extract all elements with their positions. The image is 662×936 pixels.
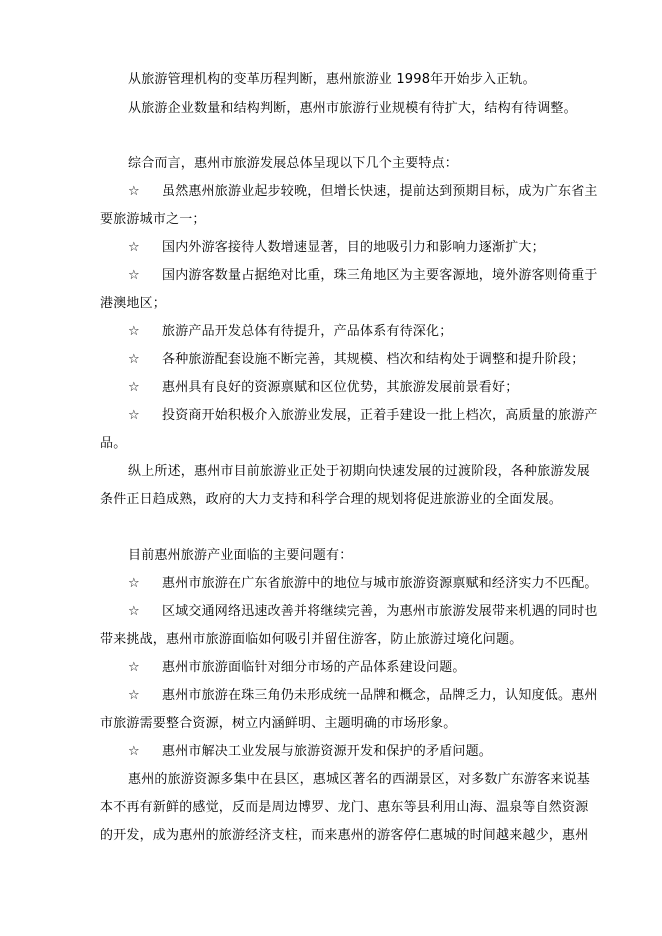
section2-bullet-5 — [128, 743, 492, 761]
section2-bullet-2 — [128, 603, 598, 621]
section2-bullet-2-cont: 带来挑战，惠州市旅游面临如何吸引并留住游客，防止旅游过境化问题。 — [100, 632, 523, 647]
section1-conclusion-2: 条件正日趋成熟，政府的大力支持和科学合理的规划将促进旅游业的全面发展。 — [100, 492, 563, 507]
section1-bullet-2 — [128, 239, 545, 257]
star-icon: ☆ — [128, 268, 140, 283]
section1-bullet-6 — [128, 379, 518, 397]
bullet-text: 旅游产品开发总体有待提升，产品体系有待深化； — [162, 324, 453, 339]
intro-line-1: 从旅游管理机构的变革历程判断，惠州旅游业 1998年开始步入正轨。 — [128, 72, 536, 87]
section2-bullet-3 — [128, 659, 466, 677]
bullet-text: 虽然惠州旅游业起步较晚，但增长快速，提前达到预期目标，成为广东省主 — [162, 184, 598, 199]
intro-line-2: 从旅游企业数量和结构判断，惠州市旅游行业规模有待扩大，结构有待调整。 — [128, 101, 577, 116]
section1-bullet-5 — [128, 351, 584, 369]
section1-conclusion-1: 纵上所述，惠州市目前旅游业正处于初期向快速发展的过渡阶段，各种旅游发展 — [128, 464, 591, 479]
bullet-text: 惠州市旅游在珠三角仍未形成统一品牌和概念，品牌乏力，认知度低。惠州 — [162, 688, 598, 703]
star-icon: ☆ — [128, 240, 140, 255]
bullet-text: 各种旅游配套设施不断完善，其规模、档次和结构处于调整和提升阶段； — [162, 352, 585, 367]
section1-bullet-1-cont: 要旅游城市之一； — [100, 212, 206, 227]
section1-heading: 综合而言，惠州市旅游发展总体呈现以下几个主要特点： — [128, 156, 459, 171]
star-icon: ☆ — [128, 380, 140, 395]
bullet-text: 区域交通网络迅速改善并将继续完善，为惠州市旅游发展带来机遇的同时也 — [162, 604, 598, 619]
section2-bullet-1 — [128, 575, 598, 593]
star-icon: ☆ — [128, 184, 140, 199]
section2-closing-3: 的开发，成为惠州的旅游经济支柱，而来惠州的游客停仁惠城的时间越来越少，惠州 — [100, 828, 589, 843]
star-icon: ☆ — [128, 688, 140, 703]
section1-bullet-4 — [128, 323, 452, 341]
section2-bullet-4-cont: 市旅游需要整合资源，树立内涵鲜明、主题明确的市场形象。 — [100, 716, 457, 731]
section2-bullet-4 — [128, 687, 598, 705]
section2-closing-2: 本不再有新鲜的感觉，反而是周边博罗、龙门、惠东等县利用山海、温泉等自然资源 — [100, 800, 589, 815]
star-icon: ☆ — [128, 744, 140, 759]
section1-bullet-3-cont: 港澳地区； — [100, 296, 167, 311]
star-icon: ☆ — [128, 576, 140, 591]
star-icon: ☆ — [128, 324, 140, 339]
star-icon: ☆ — [128, 352, 140, 367]
section2-heading: 目前惠州旅游产业面临的主要问题有： — [128, 548, 353, 563]
section1-bullet-1 — [128, 183, 598, 201]
bullet-text: 国内游客数量占据绝对比重，珠三角地区为主要客源地，境外游客则倚重于 — [162, 268, 598, 283]
section1-bullet-7-cont: 品。 — [100, 436, 127, 451]
star-icon: ☆ — [128, 604, 140, 619]
star-icon: ☆ — [128, 408, 140, 423]
star-icon: ☆ — [128, 660, 140, 675]
section1-bullet-7 — [128, 407, 598, 425]
bullet-text: 国内外游客接待人数增速显著，目的地吸引力和影响力逐渐扩大； — [162, 240, 545, 255]
bullet-text: 惠州市旅游在广东省旅游中的地位与城市旅游资源禀赋和经济实力不匹配。 — [162, 576, 598, 591]
bullet-text: 投资商开始积极介入旅游业发展，正着手建设一批上档次，高质量的旅游产 — [162, 408, 598, 423]
section1-bullet-3 — [128, 267, 598, 285]
bullet-text: 惠州具有良好的资源禀赋和区位优势，其旅游发展前景看好； — [162, 380, 519, 395]
section2-closing-1: 惠州的旅游资源多集中在县区，惠城区著名的西湖景区，对多数广东游客来说基 — [128, 772, 591, 787]
bullet-text: 惠州市解决工业发展与旅游资源开发和保护的矛盾问题。 — [162, 744, 493, 759]
bullet-text: 惠州市旅游面临针对细分市场的产品体系建设问题。 — [162, 660, 466, 675]
